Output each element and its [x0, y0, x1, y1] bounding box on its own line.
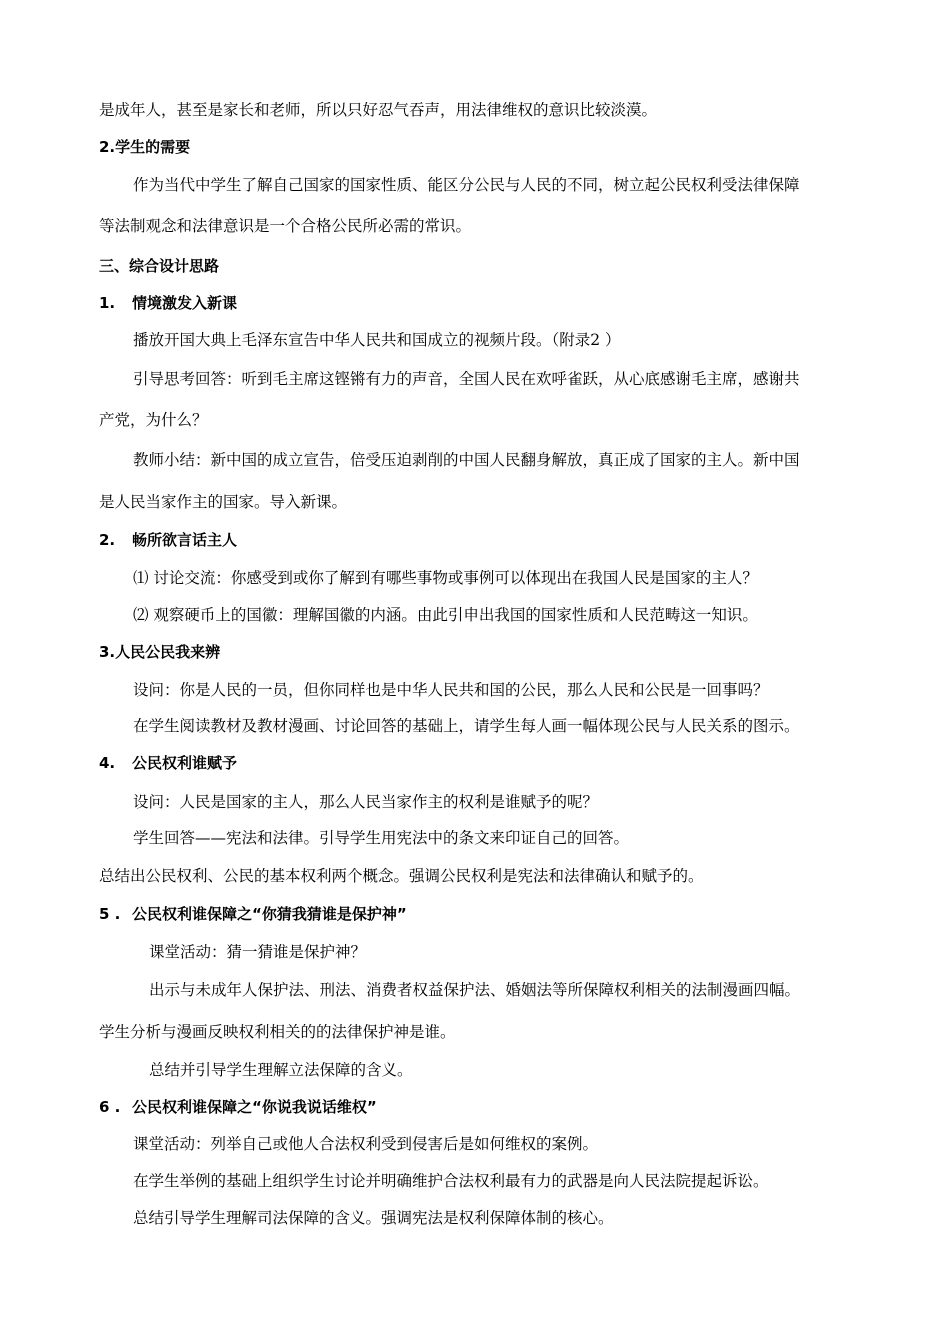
text-line: 课堂活动：列举自己或他人合法权利受到侵害后是如何维权的案例。 — [133, 1135, 599, 1153]
text-line: 出示与未成年人保护法、刑法、消费者权益保护法、婚姻法等所保障权利相关的法制漫画四幅。 — [149, 981, 801, 999]
numbered-heading — [99, 753, 237, 773]
text-line: 课堂活动：猜一猜谁是保护神？ — [149, 943, 367, 961]
text-line: 设问：你是人民的一员，但你同样也是中华人民共和国的公民，那么人民和公民是一回事吗？ — [133, 681, 769, 699]
numbered-heading — [99, 293, 237, 313]
heading-text: 畅所欲言话主人 — [132, 531, 238, 549]
text-line: 教师小结：新中国的成立宣告，倍受压迫剥削的中国人民翻身解放，真正成了国家的主人。新中国 — [133, 451, 800, 469]
heading-number: 2. — [99, 531, 116, 549]
text-line: 学生分析与漫画反映权利相关的的法律保护神是谁。 — [99, 1023, 456, 1041]
heading-number: 6 . — [99, 1098, 121, 1116]
heading-number: 5 . — [99, 905, 121, 923]
text-line: 学生回答——宪法和法律。引导学生用宪法中的条文来印证自己的回答。 — [133, 829, 630, 847]
numbered-heading — [99, 1097, 377, 1117]
text-line: 在学生举例的基础上组织学生讨论并明确维护合法权利最有力的武器是向人民法院提起诉讼。 — [133, 1172, 769, 1190]
heading-text: 公民权利谁保障之“你猜我猜谁是保护神” — [132, 905, 407, 923]
text-line: 引导思考回答：听到毛主席这铿锵有力的声音，全国人民在欢呼雀跃，从心底感谢毛主席，感谢共 — [133, 370, 800, 388]
heading-number: 4. — [99, 754, 116, 772]
text-line: ⑵ 观察硬币上的国徽：理解国徽的内涵。由此引申出我国的国家性质和人民范畴这一知识。 — [133, 606, 758, 624]
text-line: 总结并引导学生理解立法保障的含义。 — [149, 1061, 413, 1079]
heading-text: 公民权利谁赋予 — [132, 754, 238, 772]
text-line: 设问：人民是国家的主人，那么人民当家作主的权利是谁赋予的呢？ — [133, 793, 599, 811]
numbered-heading — [99, 904, 407, 924]
text-line: 作为当代中学生了解自己国家的国家性质、能区分公民与人民的不同，树立起公民权利受法律保障 — [133, 176, 800, 194]
text-line: 等法制观念和法律意识是一个合格公民所必需的常识。 — [99, 217, 472, 235]
text-line: 是成年人，甚至是家长和老师，所以只好忍气吞声，用法律维权的意识比较淡漠。 — [99, 101, 658, 119]
heading-text: 情境激发入新课 — [132, 294, 238, 312]
section-heading: 3.人民公民我来辨 — [99, 643, 221, 661]
numbered-heading — [99, 530, 237, 550]
text-line: 是人民当家作主的国家。导入新课。 — [99, 493, 348, 511]
heading-text: 公民权利谁保障之“你说我说话维权” — [132, 1098, 377, 1116]
text-line: 在学生阅读教材及教材漫画、讨论回答的基础上，请学生每人画一幅体现公民与人民关系的图示。 — [133, 717, 800, 735]
heading-number: 1. — [99, 294, 116, 312]
text-line: 播放开国大典上毛泽东宣告中华人民共和国成立的视频片段。（附录2 ） — [133, 331, 621, 349]
text-line: 总结出公民权利、公民的基本权利两个概念。强调公民权利是宪法和法律确认和赋予的。 — [99, 867, 704, 885]
text-line: 产党，为什么？ — [99, 411, 208, 429]
text-line: 总结引导学生理解司法保障的含义。强调宪法是权利保障体制的核心。 — [133, 1209, 614, 1227]
section-heading: 三、综合设计思路 — [99, 257, 220, 275]
section-heading: 2.学生的需要 — [99, 138, 191, 156]
text-line: ⑴ 讨论交流：你感受到或你了解到有哪些事物或事例可以体现出在我国人民是国家的主人？ — [133, 569, 758, 587]
